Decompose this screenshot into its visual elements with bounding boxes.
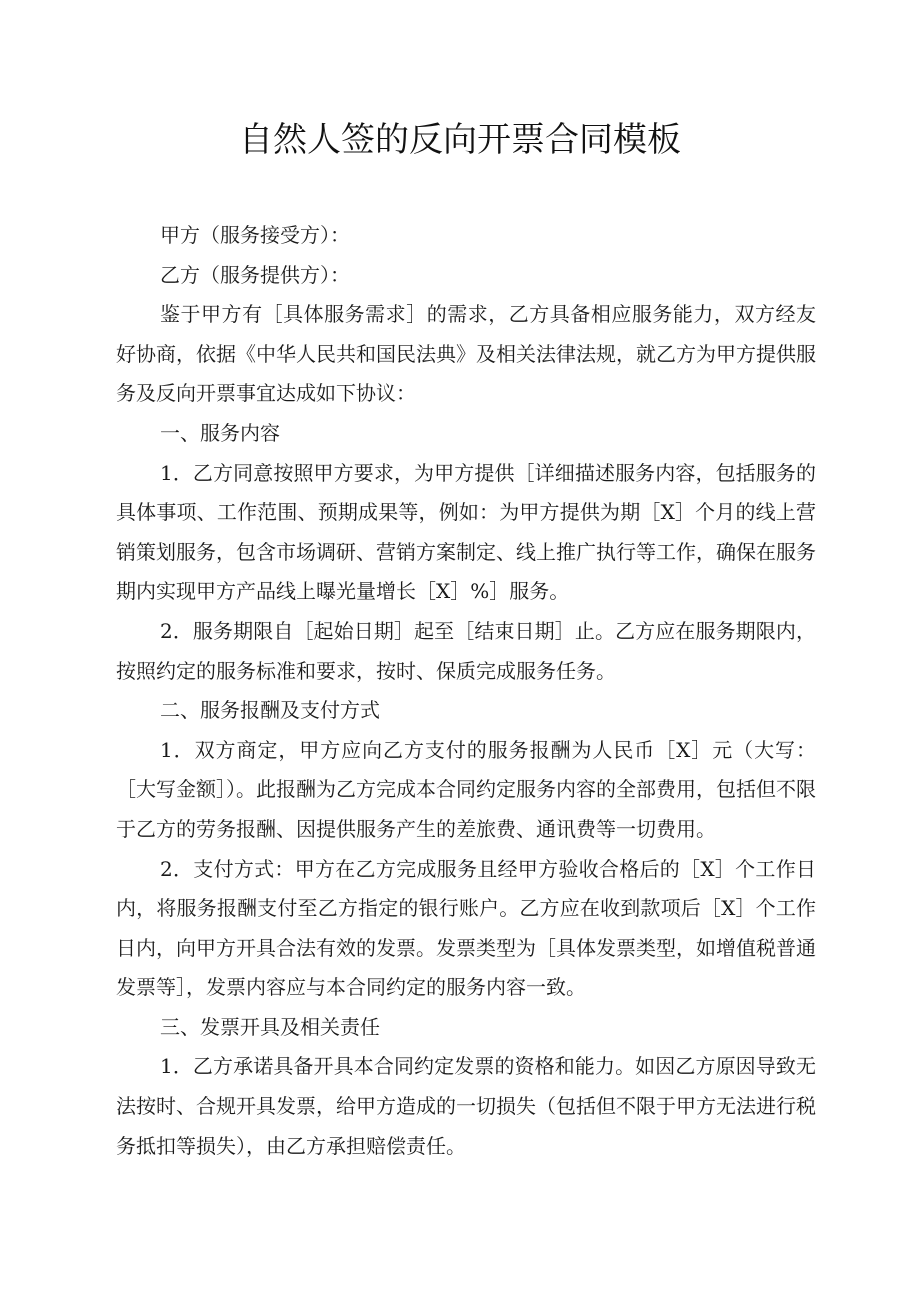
clause-2-1: 1．双方商定，甲方应向乙方支付的服务报酬为人民币［X］元（大写：［大写金额］）。此报酬为乙方完成本合同约定服务内容的全部费用，包括但不限于乙方的劳务报酬、因提供服务产生的差旅费、通讯费等一切费用。	[116, 737, 816, 841]
section-heading-invoice: 三、发票开具及相关责任	[160, 1014, 380, 1039]
preamble-paragraph: 鉴于甲方有［具体服务需求］的需求，乙方具备相应服务能力，双方经友好协商，依据《中华人民共和国民法典》及相关法律法规，就乙方为甲方提供服务及反向开票事宜达成如下协议：	[116, 302, 816, 406]
party-a-line: 甲方（服务接受方）：	[160, 223, 350, 247]
document-title: 自然人签的反向开票合同模板	[239, 120, 681, 160]
clause-2-2: 2．支付方式：甲方在乙方完成服务且经甲方验收合格后的［X］个工作日内，将服务报酬支付至乙方指定的银行账户。乙方应在收到款项后［X］个工作日内，向甲方开具合法有效的发票。发票类型为［具体发票类型，如增值税普通发票等］，发票内容应与本合同约定的服务内容一致。	[116, 856, 816, 1000]
party-b-line: 乙方（服务提供方）：	[160, 262, 350, 287]
document-body	[116, 216, 816, 1166]
section-heading-payment: 二、服务报酬及支付方式	[160, 698, 380, 723]
section-heading-service-content: 一、服务内容	[160, 420, 280, 445]
clause-3-1: 1．乙方承诺具备开具本合同约定发票的资格和能力。如因乙方原因导致无法按时、合规开具发票，给甲方造成的一切损失（包括但不限于甲方无法进行税务抵扣等损失），由乙方承担赔偿责任。	[116, 1054, 816, 1158]
clause-1-2: 2．服务期限自［起始日期］起至［结束日期］止。乙方应在服务期限内，按照约定的服务标准和要求，按时、保质完成服务任务。	[116, 618, 816, 683]
clause-1-1: 1．乙方同意按照甲方要求，为甲方提供［详细描述服务内容，包括服务的具体事项、工作范围、预期成果等，例如：为甲方提供为期［X］个月的线上营销策划服务，包含市场调研、营销方案制定、线上推广执行等工作，确保在服务期内实现甲方产品线上曝光量增长［X］%］服务。	[116, 460, 816, 604]
